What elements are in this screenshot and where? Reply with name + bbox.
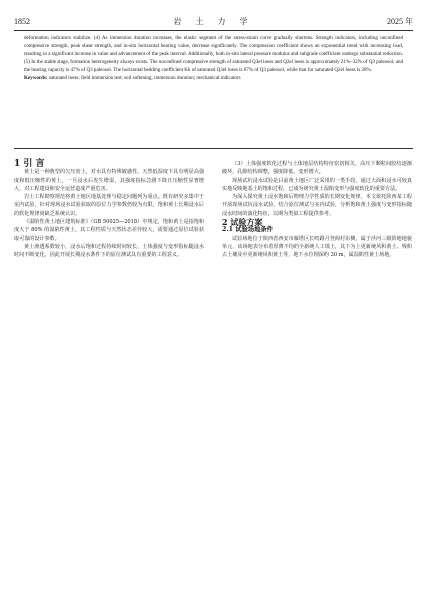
intro-heading: 1 引 言 — [14, 159, 45, 169]
year: 2025 年 — [387, 16, 413, 26]
intro-paragraph: 《湿陷性黄土地区建筑标准》（GB 50025—2018）中规定，饱和黄土是指饱和度大于 80% 的湿陷性黄土，其工程性质与天然状态差异较大，需要通过原位试验获取可靠的设计参数。 — [14, 219, 204, 242]
intro-paragraph: 岩土工程勘察规范将黄土地区地基处理与稳定问题列为重点。既有研究多集中于室内试验，针对现场浸水试验获取的原位力学参数仍较为有限，饱和黄土长期浸水后的软化规律尚缺乏系统认识。 — [14, 194, 204, 217]
keywords-line — [24, 74, 403, 82]
intro-paragraph: 黄土是一种典型的欠压密土，对水具有特殊敏感性。天然低湿度下具有明显高强度和低压缩性的黄土，一旦浸水后发生增湿，其强度指标急剧下降且压缩性显著增大，对工程建设和安全运营造成严重危害。 — [14, 169, 204, 192]
test-heading: 2 试验方案 — [222, 217, 263, 228]
body-paragraph: 为深入探究黄土浸水饱和后物理力学性质的长期变化规律，本文依托陕西某工程开展现场试坑浸水试验，结合原位测试与室内试验，分析饱和黄土强度与变形指标随浸水时间的演化特征，以期为类似工程提供参考。 — [222, 194, 412, 217]
intro-paragraph: 黄土渗透系数较小，浸水后饱和过程持续时间较长，土体强度与变形指标随浸水时间不断变化，因此开展长期浸水条件下的原位测试具有重要的工程意义。 — [14, 243, 204, 259]
running-header — [14, 15, 413, 31]
keywords-text: saturated loess; field immersion test; soil softening; immersion duration; mechanical indicators — [48, 75, 241, 82]
keywords-label: Keywords: — [24, 75, 48, 82]
body-paragraph: 现场试坑浸水试验是目前黄土地区广泛采用的一类手段。通过大面积浸水可较真实地反映地基土的饱和过程，已成为研究黄土湿陷变形与强度软化的重要方法。 — [222, 177, 412, 192]
page-number: 1852 — [14, 16, 30, 26]
abstract-paragraph: deformation indicators stabilize. (4) As immersion duration increases, the elastic segment of the stress-strain curve gradually shortens. Strength indicators, including unconfined compressive strength, peak shear strength, and in-situ horizontal bearing value, decrease significantly. The compression coefficient shows an exponential trend with increasing load, resulting in a significant increase in value and advancement of the peak interval. Additionally, both in-situ lateral pressure modulus and subgrade coefficient undergo substantial reduction. (5) In the stable stage, formation heterogeneity always exists. The unconfined compressive strength of saturated Q3el loess and Q2el loess is approximately 21%–32% of Q3 paleosol, and the bearing capacity is 47% of Q3 paleosol. The horizontal bedding coefficient Kh of saturated Q3el loess is 67% of Q3 paleosol, while that for saturated Q2el loess is 28%. — [24, 35, 403, 74]
site-paragraph: 试验场地位于陕西省西安市雁塔区长鸣路月登阁村东侧，属于泾河三级阶地地貌单元，该场地表分布着厚薄不均的全新统人工填土，其下为上更新统风积黄土、残积古土壤及中更新统风积黄土等，地下水位埋深约 30 m，属湿陷性黄土场地。 — [222, 235, 412, 259]
left-column — [14, 160, 204, 260]
right-column — [222, 160, 412, 260]
section-divider — [14, 148, 413, 149]
journal-title: 岩 土 力 学 — [173, 16, 254, 26]
abstract-block — [24, 34, 403, 83]
body-paragraph: （3）土体强度软化过程与土体地层结构特征密切相关。高压下颗粒间胶结逐渐破坏，孔隙结构调整，强度降低，变形增大。 — [222, 161, 412, 176]
site-subheading: 2.1 试验场地条件 — [222, 226, 273, 234]
